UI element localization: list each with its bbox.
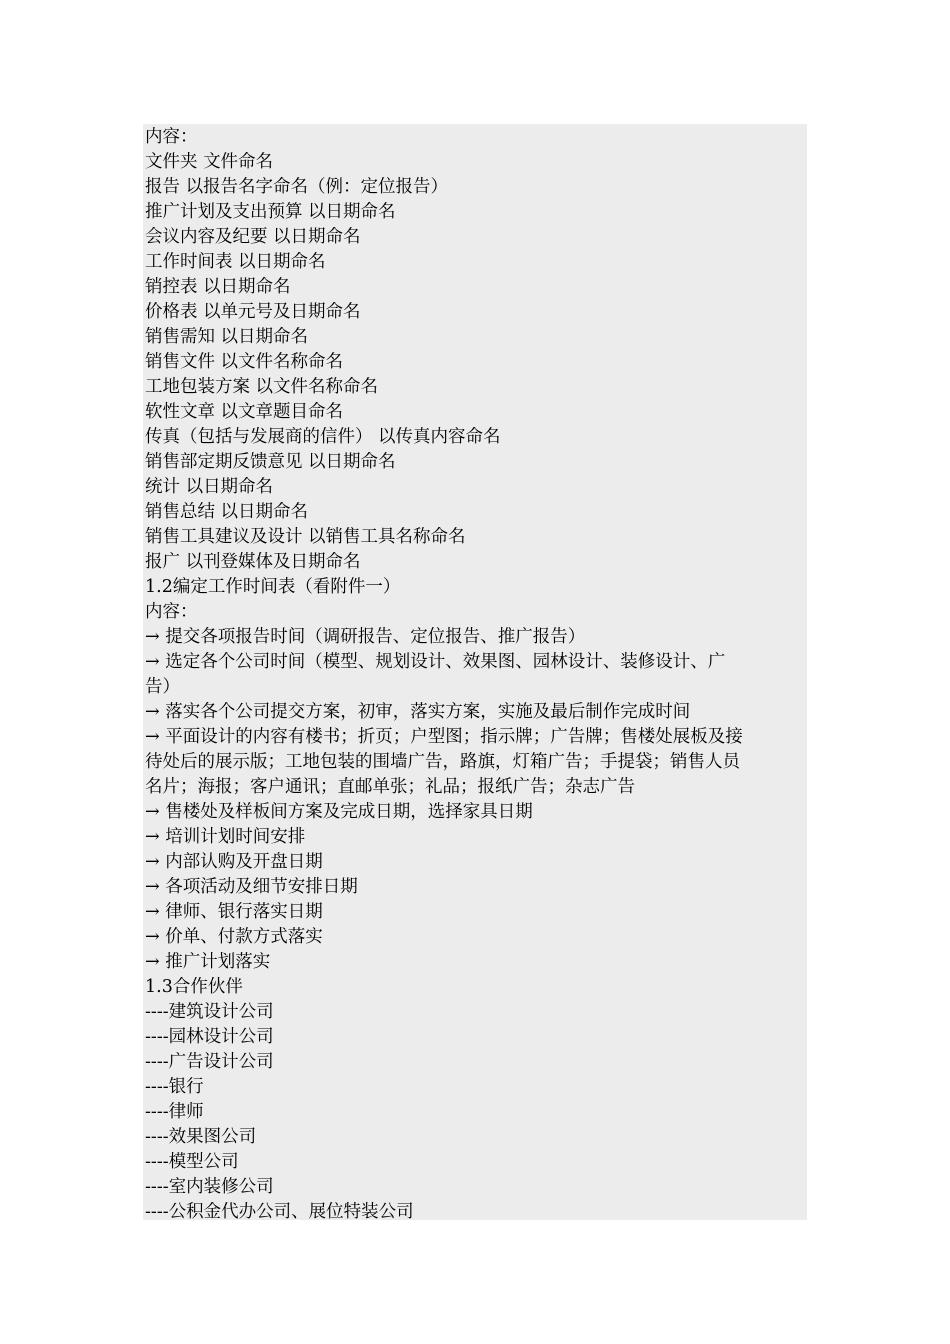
text-line: 告）	[145, 677, 180, 697]
partner-item: ----园林设计公司	[145, 1027, 274, 1047]
partner-item: ----模型公司	[145, 1152, 239, 1172]
arrow-item: → 培训计划时间安排	[145, 827, 306, 847]
partner-item: ----室内装修公司	[145, 1177, 274, 1197]
text-line: 内容：	[145, 602, 198, 622]
text-line: 内容：	[145, 127, 198, 147]
arrow-item: → 各项活动及细节安排日期	[145, 877, 358, 897]
section-heading: 1.3合作伙伴	[145, 977, 243, 997]
arrow-item: → 推广计划落实	[145, 952, 271, 972]
partner-item: ----律师	[145, 1102, 204, 1122]
text-line: 报告 以报告名字命名（例：定位报告）	[145, 177, 449, 197]
text-line: 统计 以日期命名	[145, 477, 274, 497]
arrow-item: → 内部认购及开盘日期	[145, 852, 323, 872]
text-line: 待处后的展示版；工地包装的围墙广告，路旗，灯箱广告；手提袋；销售人员	[145, 752, 740, 772]
text-line: 会议内容及纪要 以日期命名	[145, 227, 361, 247]
text-line: 软性文章 以文章题目命名	[145, 402, 344, 422]
arrow-item: → 售楼处及样板间方案及完成日期，选择家具日期	[145, 802, 533, 822]
section-heading: 1.2编定工作时间表（看附件一）	[145, 577, 401, 597]
arrow-item: → 选定各个公司时间（模型、规划设计、效果图、园林设计、装修设计、广	[145, 652, 726, 672]
arrow-item: → 价单、付款方式落实	[145, 927, 323, 947]
text-line: 名片；海报；客户通讯；直邮单张；礼品；报纸广告；杂志广告	[145, 777, 635, 797]
text-line: 价格表 以单元号及日期命名	[145, 302, 361, 322]
text-line: 传真（包括与发展商的信件） 以传真内容命名	[145, 427, 501, 447]
text-line: 销售部定期反馈意见 以日期命名	[145, 452, 396, 472]
text-line: 销售需知 以日期命名	[145, 327, 309, 347]
text-line: 工地包装方案 以文件名称命名	[145, 377, 379, 397]
text-line: 工作时间表 以日期命名	[145, 252, 326, 272]
partner-item: ----效果图公司	[145, 1127, 257, 1147]
text-line: 销售工具建议及设计 以销售工具名称命名	[145, 527, 466, 547]
arrow-item: → 落实各个公司提交方案，初审，落实方案，实施及最后制作完成时间	[145, 702, 691, 722]
arrow-item: → 律师、银行落实日期	[145, 902, 323, 922]
arrow-item: → 平面设计的内容有楼书；折页；户型图；指示牌；广告牌；售楼处展板及接	[145, 727, 743, 747]
partner-item: ----建筑设计公司	[145, 1002, 274, 1022]
text-line: 销控表 以日期命名	[145, 277, 291, 297]
text-line: 销售文件 以文件名称命名	[145, 352, 344, 372]
partner-item: ----银行	[145, 1077, 204, 1097]
text-line: 销售总结 以日期命名	[145, 502, 309, 522]
partner-item: ----公积金代办公司、展位特装公司	[145, 1202, 414, 1222]
text-line: 报广 以刊登媒体及日期命名	[145, 552, 361, 572]
text-line: 推广计划及支出预算 以日期命名	[145, 202, 396, 222]
partner-item: ----广告设计公司	[145, 1052, 274, 1072]
text-line: 文件夹 文件命名	[145, 152, 274, 172]
arrow-item: → 提交各项报告时间（调研报告、定位报告、推广报告）	[145, 627, 586, 647]
